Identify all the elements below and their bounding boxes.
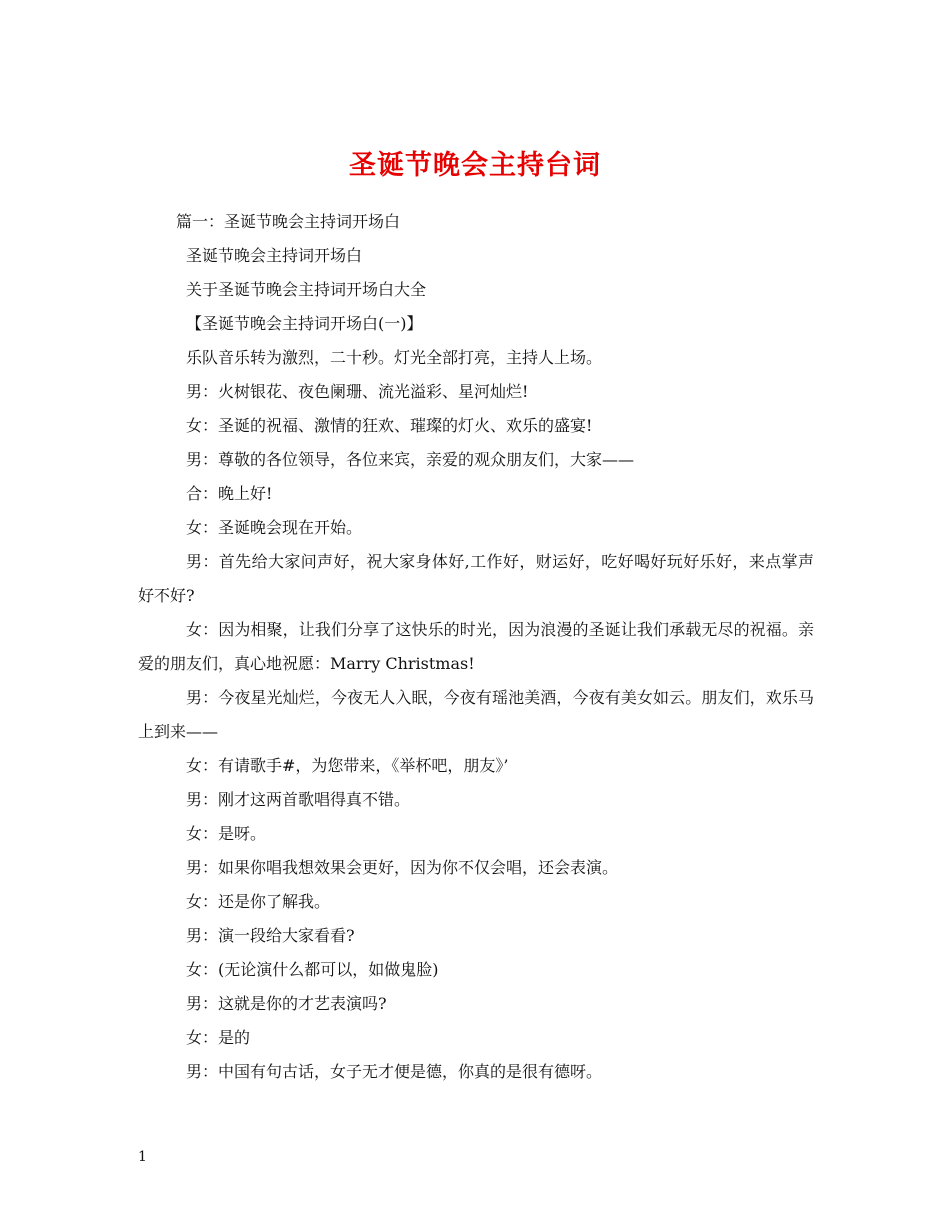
paragraph: 关于圣诞节晚会主持词开场白大全 <box>186 280 427 299</box>
paragraph: 圣诞节晚会主持词开场白 <box>186 246 363 265</box>
paragraph: 男：演一段给大家看看? <box>186 926 355 945</box>
paragraph: 女：有请歌手#，为您带来，《举杯吧，朋友》’ <box>186 756 509 775</box>
paragraph: 男：中国有句古话，女子无才便是德，你真的是很有德呀。 <box>186 1062 603 1081</box>
paragraph: 女：是的 <box>186 1028 251 1047</box>
paragraph: 男：火树银花、夜色阑珊、流光溢彩、星河灿烂! <box>186 382 529 401</box>
paragraph: 乐队音乐转为激烈，二十秒。灯光全部打亮，主持人上场。 <box>186 348 603 367</box>
paragraph: 男：刚才这两首歌唱得真不错。 <box>186 790 411 809</box>
paragraph: 女：还是你了解我。 <box>186 892 331 911</box>
paragraph: 男：首先给大家问声好，祝大家身体好,工作好，财运好，吃好喝好玩好乐好，来点掌声好不好? <box>138 552 814 605</box>
paragraph: 男：尊敬的各位领导，各位来宾，亲爱的观众朋友们，大家—— <box>186 450 635 469</box>
paragraph: 【圣诞节晚会主持词开场白(一)】 <box>186 314 423 333</box>
paragraph: 女：(无论演什么都可以，如做鬼脸) <box>186 960 439 979</box>
document-body <box>138 205 814 1089</box>
paragraph: 女：圣诞晚会现在开始。 <box>186 518 363 537</box>
paragraph: 女：因为相聚，让我们分享了这快乐的时光，因为浪漫的圣诞让我们承载无尽的祝福。亲爱的朋友们，真心地祝愿：Marry Christmas! <box>138 620 814 673</box>
paragraph: 女：圣诞的祝福、激情的狂欢、璀璨的灯火、欢乐的盛宴! <box>186 416 593 435</box>
paragraph: 合：晚上好! <box>186 484 273 503</box>
paragraph: 女：是呀。 <box>186 824 267 843</box>
paragraph: 男：这就是你的才艺表演吗? <box>186 994 387 1013</box>
page-number: 1 <box>138 1149 147 1165</box>
paragraph: 男：今夜星光灿烂，今夜无人入眠，今夜有瑶池美酒，今夜有美女如云。朋友们，欢乐马上到来—— <box>138 688 814 741</box>
paragraph: 篇一：圣诞节晚会主持词开场白 <box>176 212 401 231</box>
document-title: 圣诞节晚会主持台词 <box>349 150 601 182</box>
paragraph: 男：如果你唱我想效果会更好，因为你不仅会唱，还会表演。 <box>186 858 619 877</box>
